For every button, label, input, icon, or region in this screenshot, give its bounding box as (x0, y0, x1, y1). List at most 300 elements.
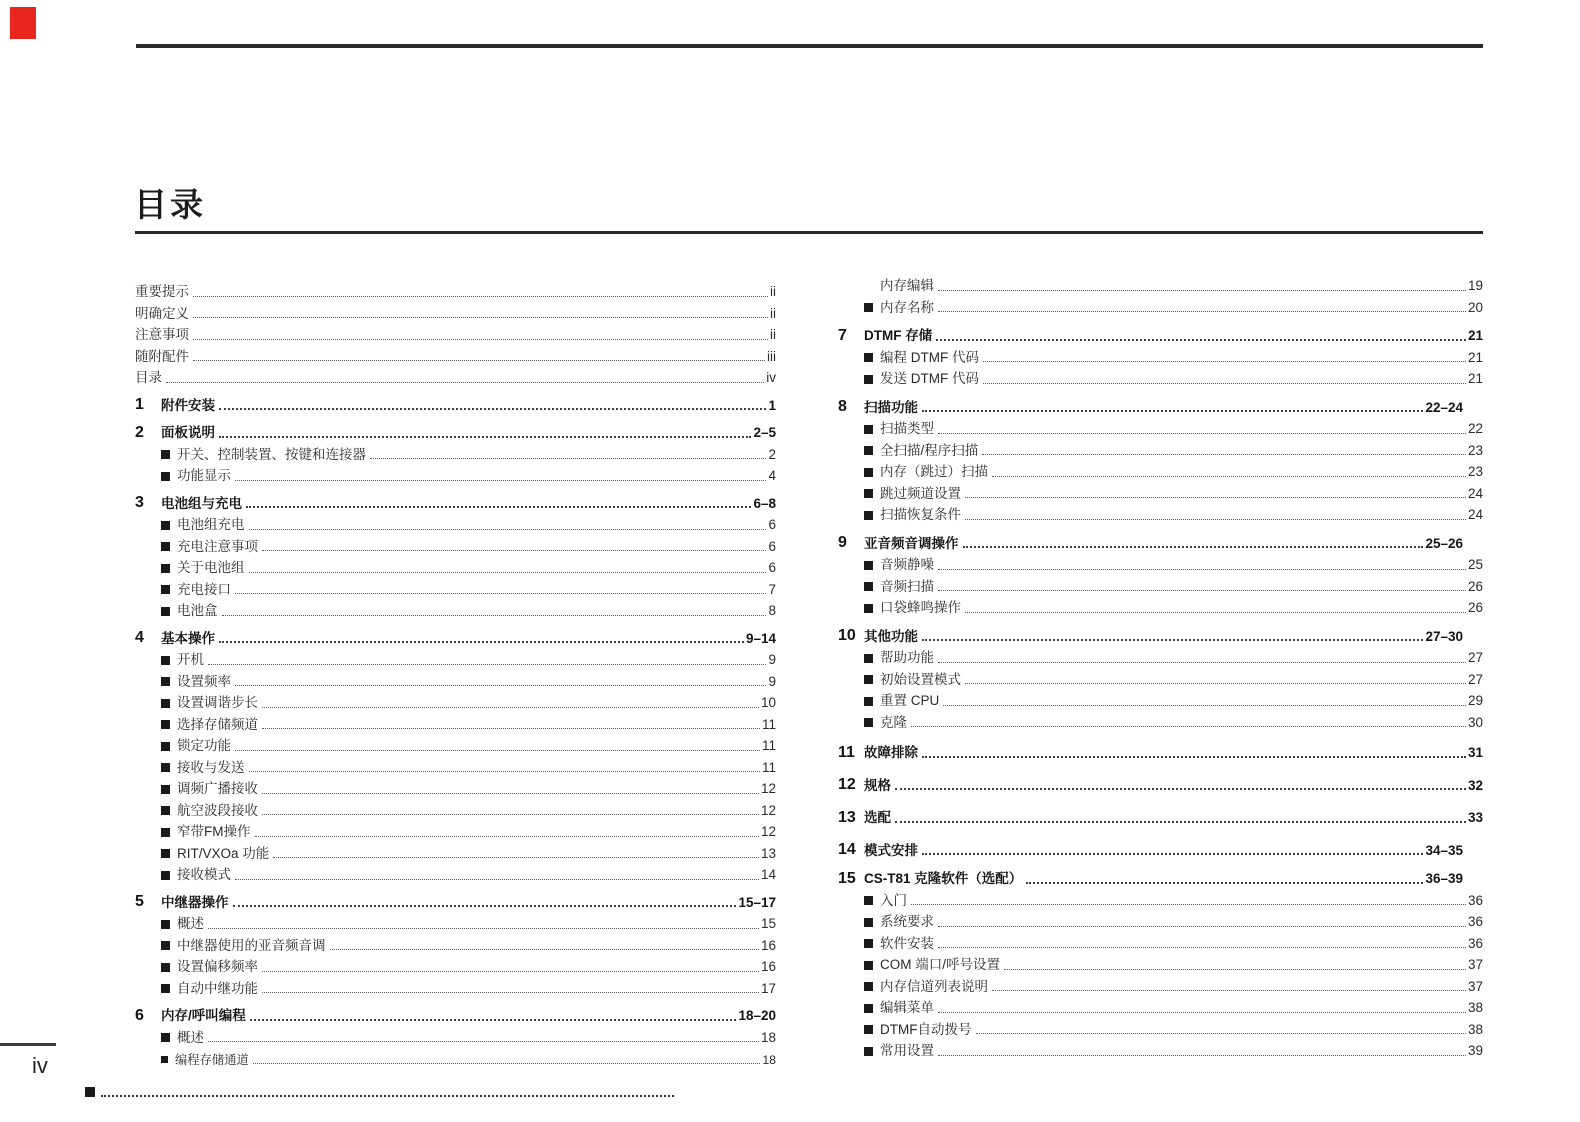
entry-label: 亚音频音调操作 (864, 535, 959, 551)
toc-entry (135, 576, 776, 598)
dot-leader (235, 685, 766, 686)
chapter-number: 10 (838, 627, 856, 644)
toc-entry (135, 711, 776, 733)
dot-leader (965, 519, 1466, 520)
page-number: 37 (1467, 978, 1483, 994)
entry-label: 开机 (177, 652, 204, 668)
toc-entry (838, 415, 1483, 437)
toc-entry (135, 668, 776, 690)
dot-leader (938, 662, 1466, 663)
square-bullet-icon (864, 511, 873, 520)
dot-leader (330, 949, 759, 950)
square-bullet-icon (161, 472, 170, 481)
page-number: 12 (760, 802, 776, 818)
toc-entry (838, 837, 1483, 859)
page-number: 1 (768, 397, 776, 413)
entry-label: 故障排除 (864, 745, 918, 761)
dot-leader (233, 905, 737, 907)
dot-leader (911, 726, 1466, 727)
dot-leader (1026, 882, 1423, 884)
toc-entry (135, 953, 776, 975)
entry-label: 关于电池组 (177, 560, 245, 576)
square-bullet-icon (161, 607, 170, 616)
toc-entry (838, 623, 1483, 645)
square-bullet-icon (161, 585, 170, 594)
toc-entry (135, 646, 776, 668)
page-number: 9–14 (745, 630, 776, 646)
entry-label: 软件安装 (880, 935, 934, 951)
entry-label: 中继器操作 (161, 894, 229, 910)
entry-label: 音频静噪 (880, 557, 934, 573)
entry-label: 扫描恢复条件 (880, 507, 961, 523)
square-bullet-icon (161, 763, 170, 772)
dot-leader (249, 572, 767, 573)
page-number: 4 (768, 468, 776, 484)
square-bullet-icon (864, 1047, 873, 1056)
chapter-number: 13 (838, 808, 856, 826)
stray-toc-line (85, 1084, 674, 1098)
toc-entry (135, 321, 776, 343)
square-bullet-icon (161, 699, 170, 708)
page-number: iv (766, 370, 776, 386)
entry-label: 口袋蜂鸣操作 (880, 600, 961, 616)
chapter-number: 11 (838, 743, 855, 761)
square-bullet-icon (864, 375, 873, 384)
toc-entry (135, 597, 776, 619)
dot-leader (936, 339, 1466, 341)
dot-leader (992, 990, 1466, 991)
chapter-number: 7 (838, 326, 847, 344)
toc-entry (135, 554, 776, 576)
toc-entry (135, 775, 776, 797)
square-bullet-icon (864, 1004, 873, 1013)
dot-leader (911, 904, 1466, 905)
page-number: 13 (760, 845, 776, 861)
dot-leader (262, 550, 766, 551)
dot-leader (262, 707, 759, 708)
entry-label: 接收模式 (177, 867, 231, 883)
page-number: 11 (761, 759, 776, 775)
chapter-number: 4 (135, 629, 144, 646)
entry-label: 内存/呼叫编程 (161, 1008, 246, 1024)
red-corner-marker (10, 7, 36, 39)
square-bullet-icon (864, 675, 873, 684)
page-number: 29 (1467, 693, 1483, 709)
toc-entry (838, 530, 1483, 552)
dot-leader (166, 382, 764, 383)
square-bullet-icon (864, 896, 873, 905)
page-number: 39 (1467, 1043, 1483, 1059)
toc-entry (135, 278, 776, 300)
toc-entry (838, 908, 1483, 930)
dot-leader (208, 664, 766, 665)
dot-leader (262, 971, 759, 972)
entry-label: COM 端口/呼号设置 (880, 957, 1000, 973)
dot-leader (938, 569, 1466, 570)
toc-entry (838, 930, 1483, 952)
entry-label: 电池组与充电 (161, 495, 242, 511)
toc-entry (135, 419, 776, 441)
dot-leader (253, 1063, 761, 1064)
toc-entry (838, 594, 1483, 616)
toc-entry (135, 490, 776, 512)
square-bullet-icon (864, 697, 873, 706)
dot-leader (262, 793, 759, 794)
entry-label: 常用设置 (880, 1043, 934, 1059)
dot-leader (963, 546, 1424, 548)
toc-entry (135, 861, 776, 883)
page-number: 37 (1467, 957, 1483, 973)
page-number: 19 (1467, 278, 1483, 294)
dot-leader (235, 750, 760, 751)
page-number: 12 (760, 781, 776, 797)
dot-leader (922, 853, 1423, 855)
toc-entry (135, 840, 776, 862)
dot-leader (255, 836, 759, 837)
toc-entry (838, 394, 1483, 416)
entry-label: 扫描类型 (880, 421, 934, 437)
dot-leader (370, 458, 766, 459)
entry-label: 航空波段接收 (177, 802, 258, 818)
dot-leader (938, 1012, 1466, 1013)
page-number: 15 (760, 916, 776, 932)
page-number: 6 (768, 517, 776, 533)
entry-label: 基本操作 (161, 630, 215, 646)
page-number: 26 (1467, 600, 1483, 616)
page-number: 25–26 (1425, 535, 1463, 551)
entry-label: 设置偏移频率 (177, 959, 258, 975)
footer-page-number: iv (32, 1053, 48, 1078)
dot-leader (193, 339, 768, 340)
toc-entry (838, 887, 1483, 909)
page-number: 36–39 (1425, 871, 1463, 887)
page-number: 23 (1467, 464, 1483, 480)
dot-leader (922, 756, 1466, 758)
toc-entry (135, 689, 776, 711)
page-number: 14 (760, 867, 776, 883)
dot-leader (938, 1055, 1466, 1056)
dot-leader (938, 926, 1466, 927)
page-number: 9 (768, 652, 776, 668)
dot-leader (246, 506, 751, 508)
square-bullet-icon (161, 677, 170, 686)
toc-entry (135, 932, 776, 954)
entry-label: 设置频率 (177, 673, 231, 689)
square-bullet-icon (864, 604, 873, 613)
dot-leader (219, 408, 766, 410)
chapter-number: 12 (838, 776, 856, 793)
chapter-number: 5 (135, 893, 144, 910)
dot-leader (219, 641, 744, 643)
dot-leader (262, 814, 759, 815)
toc-entry (135, 364, 776, 386)
page-number: 36 (1467, 914, 1483, 930)
chapter-number: 8 (838, 398, 847, 415)
entry-label: 内存编辑 (880, 278, 934, 294)
square-bullet-icon (864, 561, 873, 570)
square-bullet-icon (161, 806, 170, 815)
toc-entry (838, 458, 1483, 480)
entry-label: 明确定义 (135, 305, 189, 321)
page-number: 17 (760, 980, 776, 996)
dot-leader (922, 410, 1423, 412)
page-number: 27 (1467, 650, 1483, 666)
page-number: 33 (1467, 810, 1483, 826)
toc-entry (135, 392, 776, 414)
toc-entry (838, 687, 1483, 709)
page-number: 31 (1467, 745, 1483, 761)
entry-label: 开关、控制装置、按键和连接器 (177, 446, 366, 462)
dot-leader (273, 857, 759, 858)
entry-label: CS-T81 克隆软件（选配） (864, 871, 1023, 887)
dot-leader (219, 436, 751, 438)
entry-label: 规格 (864, 777, 891, 793)
toc-entry (135, 732, 776, 754)
entry-label: 选择存储频道 (177, 716, 258, 732)
toc-entry (838, 1037, 1483, 1059)
dot-leader (895, 821, 1466, 823)
entry-label: 充电注意事项 (177, 538, 258, 554)
page-number: ii (770, 305, 776, 321)
entry-label: 功能显示 (177, 468, 231, 484)
entry-label: 内存名称 (880, 299, 934, 315)
toc-entry (838, 551, 1483, 573)
entry-label: 锁定功能 (177, 738, 231, 754)
page-number: 36 (1467, 935, 1483, 951)
page-number: 16 (760, 959, 776, 975)
toc-entry (135, 797, 776, 819)
page-number: 38 (1467, 1000, 1483, 1016)
chapter-number: 9 (838, 534, 847, 551)
square-bullet-icon (864, 982, 873, 991)
square-bullet-icon (161, 963, 170, 972)
entry-label: DTMF自动拨号 (880, 1021, 972, 1037)
entry-label: 中继器使用的亚音频音调 (177, 937, 326, 953)
toc-column-right (838, 272, 1483, 1059)
dot-leader (983, 383, 1466, 384)
page-number: 18 (762, 1052, 776, 1067)
square-bullet-icon (161, 920, 170, 929)
entry-label: 全扫描/程序扫描 (880, 442, 979, 458)
toc-entry (838, 994, 1483, 1016)
dot-leader (193, 360, 765, 361)
toc-entry (838, 973, 1483, 995)
entry-label: 入门 (880, 892, 907, 908)
square-bullet-icon (161, 849, 170, 858)
dot-leader (938, 290, 1466, 291)
toc-entry (838, 804, 1483, 826)
page-number: 22–24 (1425, 399, 1463, 415)
page-number: 6 (768, 538, 776, 554)
dot-leader (193, 296, 768, 297)
dot-leader (943, 705, 1466, 706)
chapter-number: 6 (135, 1006, 144, 1024)
entry-label: 克隆 (880, 714, 907, 730)
entry-label: 系统要求 (880, 914, 934, 930)
toc-entry (838, 294, 1483, 316)
dot-leader (983, 361, 1466, 362)
entry-label: 帮助功能 (880, 650, 934, 666)
square-bullet-icon (864, 939, 873, 948)
toc-entry (838, 666, 1483, 688)
page-number: 32 (1467, 777, 1483, 793)
page-number: 12 (760, 824, 776, 840)
dot-leader (249, 529, 767, 530)
square-bullet-icon (161, 828, 170, 837)
square-bullet-icon (161, 564, 170, 573)
dot-leader (922, 639, 1423, 641)
page-number: 21 (1467, 349, 1483, 365)
dot-leader (235, 879, 759, 880)
toc-entry (135, 1024, 776, 1046)
page-number: 2 (768, 446, 776, 462)
dot-leader (965, 683, 1466, 684)
toc-entry (135, 441, 776, 463)
page-number: 2–5 (753, 425, 776, 441)
page-number: 11 (761, 738, 776, 754)
entry-label: 内存（跳过）扫描 (880, 464, 988, 480)
square-bullet-icon (864, 468, 873, 477)
square-bullet-icon (161, 941, 170, 950)
square-bullet-icon (161, 871, 170, 880)
toc-column-left (135, 278, 776, 1067)
toc-entry (135, 754, 776, 776)
entry-label: 调频广播接收 (177, 781, 258, 797)
toc-entry (838, 501, 1483, 523)
toc-entry (135, 625, 776, 647)
toc-entry (838, 365, 1483, 387)
dot-leader (262, 728, 760, 729)
square-bullet-icon (864, 303, 873, 312)
entry-label: 其他功能 (864, 628, 918, 644)
entry-label: 编程 DTMF 代码 (880, 349, 979, 365)
square-bullet-icon (161, 450, 170, 459)
toc-entry (135, 300, 776, 322)
toc-entry (135, 533, 776, 555)
dot-leader (249, 771, 760, 772)
square-bullet-icon (864, 353, 873, 362)
square-bullet-icon (864, 654, 873, 663)
toc-entry (838, 739, 1483, 761)
dot-leader (965, 612, 1466, 613)
square-bullet-icon (864, 918, 873, 927)
entry-label: 窄带FM操作 (177, 824, 251, 840)
square-bullet-icon (864, 961, 873, 970)
entry-label: 音频扫描 (880, 578, 934, 594)
toc-entry (838, 322, 1483, 344)
entry-label: 概述 (177, 916, 204, 932)
square-bullet-icon (161, 984, 170, 993)
square-bullet-icon (161, 542, 170, 551)
page-number: 21 (1467, 328, 1483, 344)
entry-label: 编程存储通道 (175, 1052, 249, 1067)
toc-entry (135, 462, 776, 484)
page-number: 18–20 (738, 1008, 776, 1024)
entry-label: 电池组充电 (177, 517, 245, 533)
page-number: 18 (760, 1029, 776, 1045)
toc-entry (135, 343, 776, 365)
square-bullet-icon (864, 446, 873, 455)
square-bullet-icon (161, 1056, 168, 1063)
dot-leader (101, 1095, 674, 1097)
toc-entry (838, 344, 1483, 366)
dot-leader (965, 497, 1466, 498)
page-number: 25 (1467, 557, 1483, 573)
dot-leader (250, 1019, 737, 1021)
dot-leader (193, 317, 768, 318)
entry-label: 跳过频道设置 (880, 485, 961, 501)
page-number: 6 (768, 560, 776, 576)
entry-label: 充电接口 (177, 581, 231, 597)
chapter-number: 2 (135, 423, 144, 441)
toc-entry (838, 951, 1483, 973)
toc-entry (838, 573, 1483, 595)
entry-label: 面板说明 (161, 425, 215, 441)
page-number: 38 (1467, 1021, 1483, 1037)
page-number: 8 (768, 603, 776, 619)
square-bullet-icon (864, 1025, 873, 1034)
page-number: 21 (1467, 371, 1483, 387)
toc-entry (135, 818, 776, 840)
page-number: 30 (1467, 714, 1483, 730)
page-number: 6–8 (753, 495, 776, 511)
dot-leader (982, 454, 1466, 455)
chapter-number: 15 (838, 869, 856, 887)
dot-leader (262, 992, 759, 993)
toc-entry (135, 1045, 776, 1067)
toc-entry (838, 644, 1483, 666)
dot-leader (222, 615, 767, 616)
toc-entry (135, 910, 776, 932)
chapter-number: 14 (838, 841, 856, 858)
page-number: 9 (768, 673, 776, 689)
chapter-number: 1 (135, 396, 144, 413)
title-block (134, 188, 206, 221)
square-bullet-icon (161, 521, 170, 530)
toc-entry (838, 865, 1483, 887)
chapter-number: 3 (135, 494, 144, 511)
square-bullet-icon (864, 718, 873, 727)
toc-entry (838, 480, 1483, 502)
page-number: ii (770, 327, 776, 343)
square-bullet-icon (161, 1033, 170, 1042)
toc-entry (838, 437, 1483, 459)
entry-label: 自动中继功能 (177, 980, 258, 996)
dot-leader (992, 476, 1466, 477)
title-rule (135, 231, 1483, 234)
entry-label: 内存信道列表说明 (880, 978, 988, 994)
entry-label: 重要提示 (135, 284, 189, 300)
page-number: 16 (760, 937, 776, 953)
footer-rule (0, 1043, 56, 1046)
toc-entry (838, 272, 1483, 294)
entry-label: 发送 DTMF 代码 (880, 371, 979, 387)
page-number: iii (767, 348, 776, 364)
entry-label: 接收与发送 (177, 759, 245, 775)
toc-entry (135, 511, 776, 533)
page-number: ii (770, 284, 776, 300)
dot-leader (938, 311, 1466, 312)
square-bullet-icon (161, 656, 170, 665)
page-number: 26 (1467, 578, 1483, 594)
toc-entry (135, 975, 776, 997)
page-number: 23 (1467, 442, 1483, 458)
page-number: 11 (761, 716, 776, 732)
entry-label: 附件安装 (161, 397, 215, 413)
page-number: 34–35 (1425, 842, 1463, 858)
page-number: 15–17 (738, 894, 776, 910)
page-number: 20 (1467, 299, 1483, 315)
